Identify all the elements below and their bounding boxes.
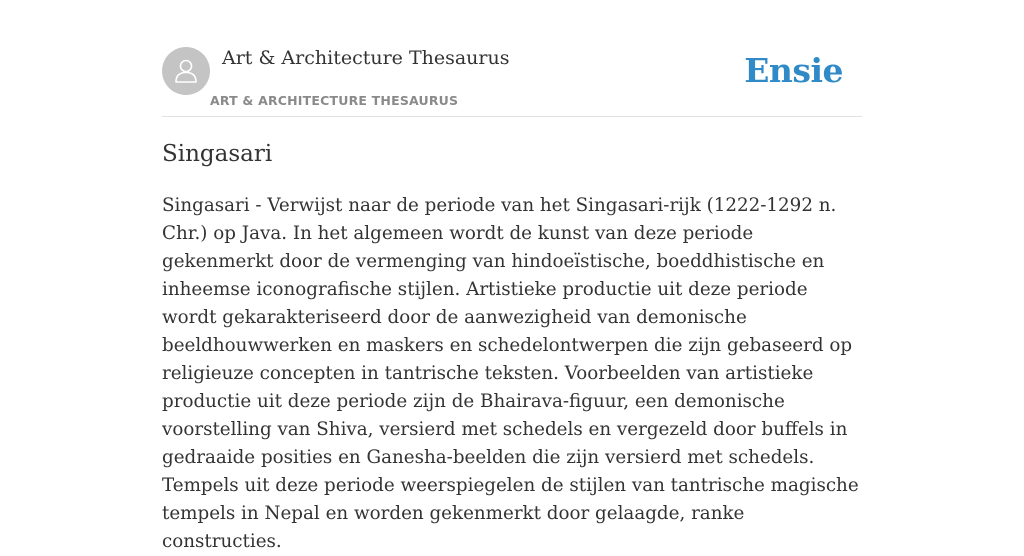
- brand-logo[interactable]: Ensie: [744, 51, 843, 90]
- source-title[interactable]: Art & Architecture Thesaurus: [222, 47, 510, 69]
- term-title: Singasari: [162, 141, 273, 167]
- source-subtitle[interactable]: ART & ARCHITECTURE THESAURUS: [210, 93, 459, 108]
- definition-text: Singasari - Verwijst naar de periode van het Singasari-rijk (1222-1292 n. Chr.) op Java. In het algemeen wordt de kunst van deze periode gekenmerkt door de vermenging van hindoeïstische, boeddhistische en inheemse iconografische stijlen. Artistieke productie uit deze periode wordt gekarakteriseerd door de aanwezigheid van demonische beeldhouwwerken en maskers en schedelontwerpen die zijn gebaseerd op religieuze concepten in tantrische teksten. Voorbeelden van artistieke productie uit deze periode zijn de Bhairava-figuur, een demonische voorstelling van Shiva, versierd met schedels en vergezeld door buffels in gedraaide posities en Ganesha-beelden die zijn versierd met schedels. Tempels uit deze periode weerspiegelen de stijlen van tantrische magische tempels in Nepal en worden gekenmerkt door gelaagde, ranke constructies.: [162, 195, 859, 552]
- avatar[interactable]: [162, 47, 210, 95]
- user-icon: [171, 56, 201, 86]
- source-header: [162, 46, 862, 117]
